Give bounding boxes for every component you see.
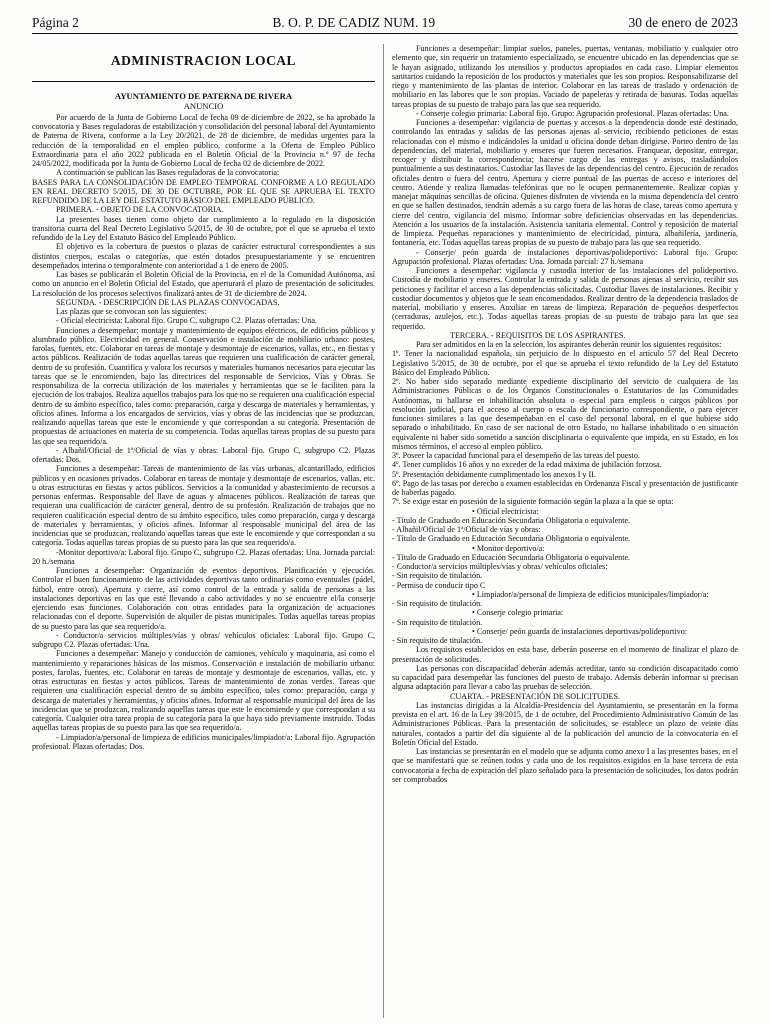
paragraph: CUARTA. - PRESENTACIÓN DE SOLICITUDES. [450, 691, 620, 701]
paragraph: 3º. Poseer la capacidad funcional para el desempeño de las tareas del puesto. [392, 451, 640, 460]
paragraph: Las instancias dirigidas a la Alcaldía-Presidencia del Ayuntamiento, se presentarán en la forma prevista en el art. 16 de la Ley 39/2015, de 1 de octubre, del Procedimiento Administrativo Común de las Administraciones Públicas. Para la presentación de solicitudes, se establece un plazo de veinte días naturales, contados a partir del día siguiente al de la publicación del anuncio de la convocatoria en el Boletín Oficial del Estado. [392, 700, 738, 747]
paragraph: - Limpiador/a/personal de limpieza de edificios municipales/limpiador/a: Laboral fijo. Agrupación profesional. Plazas ofertadas: Dos. [32, 732, 375, 751]
paragraph: Funciones a desempeñar: Organización de eventos deportivos. Planificación y ejecución. Controlar el buen funcionamiento de las actividades deportivas tanto ordinarias como eventuales (pádel, fútbol, entre otros). Apertura y cierre, así como control de la entrada y salida de personas a las instalaciones deportivas en las que esté llevando a cabo actividades y no se encuentre el/la conserje ejerciendo esas funciones. Colaboración con otras entidades para la organización de actuaciones relacionadas con el deporte. Supervisión de alquiler de pistas municipales. Todas aquellas tareas propias de su puesto para las que sea requerido/a. [32, 566, 375, 631]
paragraph: Por acuerdo de la Junta de Gobierno Local de fecha 09 de diciembre de 2022, se ha aprobado la convocatoria y Bases reguladoras de estabilización y consolidación del personal laboral del Ayuntamiento de Paterna de Rivera, conforme a la Ley 20/2021, de 28 de diciembre, de medidas urgentes para la reducción de la temporalidad en el empleo público, conforme a la Oferta de Empleo Público Extraordinaria para el año 2022 publicada en el Boletín Oficial de la Provincia n.º 97 de fecha 24/05/2022, modificada por la Junta de Gobierno Local de fecha 02 de diciembre de 2022. [32, 112, 375, 168]
paragraph: - Título de Graduado en Educación Secundaria Obligatoria o equivalente. [392, 552, 631, 562]
paragraph: -Monitor deportivo/a: Laboral fijo. Grupo C, subgrupo C2. Plazas ofertadas: Una. Jornada parcial: 20 h./semana [32, 547, 375, 566]
paragraph: - Conserje/ peón guarda de instalaciones deportivas/polideportivo: Laboral fijo. Grupo: Agrupación profesional. Plazas ofertadas: Una. Jornada parcial: 27 h./semana [392, 247, 738, 266]
paragraph: • Conserje/ peón guarda de instalaciones deportivas/polideportivo: [472, 626, 688, 636]
paragraph: BASES PARA LA CONSOLIDACIÓN DE EMPLEO TEMPORAL CONFORME A LO REGULADO EN REAL DECRETO 5/2015, DE 30 DE OCTUBRE, POR EL QUE SE APRUEBA EL TEXTO REFUNDIDO DE LA LEY DEL ESTATUTO BÁSICO DEL EMPLEADO PÚBLICO. [32, 177, 375, 205]
paragraph: Funciones a desempeñar: vigilancia y custodia interior de las instalaciones del polideportivo. Custodia de mobiliario y enseres. Controlar la entrada y salida de personas ajenas al servicio, recibir sus peticiones y facilitar el acceso a las dependencias solicitadas. Custodiar llaves de instalaciones. Recibir y custodiar documentos y objetos que le sean encomendados. Realizar dentro de la dependencia traslados de material, mobiliario y enseres. Auxiliar en tareas de limpieza. Reparación de pequeños desperfectos (cerraduras, azulejos, etc.). Todas aquellas tareas propias de su puesto de trabajo para las que sea requerido. [392, 266, 738, 331]
section-heading: ADMINISTRACION LOCAL [32, 56, 375, 82]
paragraph: - Albañil/Oficial de 1ª/Oficial de vías y obras: [392, 525, 541, 534]
paragraph: Las personas con discapacidad deberán además acreditar, tanto su condición discapacitado como su capacidad para desempeñar las funciones del puesto de trabajo. Además deberán informar si precisan alguna adaptación para llevar a cabo las pruebas de selección. [392, 663, 738, 692]
paragraph: Funciones a desempeñar: montaje y mantenimiento de equipos eléctricos, de edificios públicos y alumbrado público. Electricidad en general. Conservación e instalación de mobiliario urbano: postes, farolas, fuentes, etc. Colaborar en tareas de montaje y desmontaje de escenarios, vallas, etc., en fiestas y actos públicos. Realización de todas aquellas tareas que requieren una cualificación de carácter general, dentro de su profesión. Cuantifica y valora los recursos y materiales humanos necesarios para ejecutar las tareas que se le encomienden, bajo las directrices del responsable de Servicios, Vías y Obras. Se responsabiliza de la correcta utilización de los materiales y herramientas que se le faciliten para la ejecución de los trabajos. Realiza aquellos trabajos para los que no se requieren una cualificación especial dentro de su ámbito específico, tales como: preparación, carga y descarga de materiales y herramientas, y oficios afines. Informa a los encargados de servicios, vías y obras de las incidencias que se produzcan, realizando aquellas tareas que este le encomiende y que correspondan a su categoría. Presentación de propuestas de actuaciones en materia de su competencia. Todas aquellas tareas propias de su puesto para las que sea requerido/a. [32, 325, 375, 446]
page-header [32, 13, 738, 34]
paragraph: Los requisitos establecidos en esta base, deberán poseerse en el momento de finalizar el plazo de presentación de solicitudes. [392, 645, 738, 664]
paragraph: - Permiso de conducir tipo C [392, 580, 486, 590]
column-divider [383, 44, 384, 1018]
page-number: Página 2 [32, 15, 79, 30]
paragraph: 7º. Se exige estar en posesión de la siguiente formación según la plaza a la que se opta: [392, 497, 674, 507]
paragraph: • Monitor deportivo/a: [472, 543, 545, 553]
paragraph: 1º. Tener la nacionalidad española, sin perjuicio de lo dispuesto en el artículo 57 del Real Decreto Legislativo 5/2015, de 30 de octubre, por el que se aprueba el texto refundido de la Ley del Estatuto Básico del Empleado Público. [392, 349, 738, 377]
paragraph: Las bases se publicarán el Boletín Oficial de la Provincia, en el de la Comunidad Autónoma, así como un anuncio en el Boletín Oficial del Estado, que aperturará el plazo de presentación de solicitudes. La resolución de los procesos selectivos finalizará antes de 31 de diciembre de 2024. [32, 270, 375, 298]
paragraph: 6º. Pago de las tasas por derecho a examen establecidas en Ordenanza Fiscal y presentación de justificante de haberlas pagado. [392, 478, 738, 497]
paragraph: - Sin requisito de titulación. [392, 636, 483, 645]
paragraph: 5º. Presentación debidamente cumplimentado los anexos I y II. [392, 469, 596, 479]
paragraph: Funciones a desempeñar: Tareas de mantenimiento de las vías urbanas, alcantarillado, edificios públicos y en ocasiones privados. Colaborar en tareas de montaje y desmontaje de escenarios, vallas, etc. u otras estructuras en fiestas y actos públicos. Servicios a la comunidad y abastecimiento de recursos a personas enfermas. Responsable del llave de aguas y almacenes públicos. Realización de tareas que requieran una cualificación de carácter general, dentro de su profesión. Realización de trabajos que no requieren cualificación especial dentro de su ámbito específico, tales como preparación, carga y descarga de materiales y herramientas, y oficios afines. Informar al responsable municipal del área de las incidencias que se produzcan, realizando aquellas tareas que este le encomiende y que correspondan a su categoría. Todas aquellas tareas propias de su puesto para las que sea requerido/a. [32, 464, 375, 548]
paragraph: - Oficial electricista: Laboral fijo. Grupo C, subgrupo C2. Plazas ofertadas: Una. [56, 316, 317, 326]
paragraph: - Conductor/a servicios múltiples/vías y obras/ vehículos oficiales: Laboral fijo. Grupo C, subgrupo C2. Plazas ofertadas: Una. [32, 630, 375, 649]
paragraph: 2º. No haber sido separado mediante expediente disciplinario del servicio de cualquiera de las Administraciones Públicas o de los Órganos Constitucionales o Estatutarios de las Comunidades Autónomas, ni hallarse en inhabilitación absoluta o especial para empleos o cargos públicos por resolución judicial, para el acceso al cuerpo o escala de funcionario correspondiente, o para ejercer funciones similares a las que desempeñaban en el caso del personal laboral, en el que hubiese sido separado o inhabilitado. En caso de ser nacional de otro Estado, no hallarse inhabilitado o en situación equivalente ni haber sido sometido a sanción disciplinaria o equivalente que impida, en su Estado, en los mismos términos, el acceso al empleo público. [392, 377, 738, 451]
paragraph: - Sin requisito de titulación. [392, 571, 483, 581]
document-type: ANUNCIO [183, 100, 224, 111]
paragraph: - Conserje colegio primaria: Laboral fijo. Grupo: Agrupación profesional. Plazas ofertadas: Una. [416, 108, 729, 118]
paragraph: TERCERA. - REQUISITOS DE LOS ASPIRANTES. [450, 330, 626, 340]
paragraph: Funciones a desempeñar: limpiar suelos, paneles, puertas, ventanas, mobiliario y cualquier otro elemento que, sin requerir un tratamiento especializado, se encuentre ubicado en las dependencias que se le hayan asignado, utilizando los utensilios y productos apropiados en cada caso. Limpiar elementos sanitarios cuidando la reposición de los productos y materiales que les son propios. Responsabilizarse del riego y mantenimiento de las plantas de interior. Colaborar en las tareas de traslado y ordenación de mobiliario en las labores que le son propias. Vaciado de papeleras y retirada de basuras. Todas aquellas tareas propias de su puesto de trabajo para las que sea requerido. [392, 44, 738, 109]
paragraph: - Conductor/a servicios múltiples/vías y obras/ vehículos oficiales: [392, 562, 608, 571]
paragraph: - Título de Graduado en Educación Secundaria Obligatoria o equivalente. [392, 515, 631, 525]
paragraph: A continuación se publican las Bases reguladoras de la convocatoria: [56, 168, 280, 178]
paragraph: Las instancias se presentarán en el modelo que se adjunta como anexo I a las presentes bases, en el que se manifestará que se reúnen todos y cada uno de los requisitos exigidos en la base tercera de esta convocatoria a fecha de expiración del plazo señalado para la presentación de solicitudes, los datos podrán ser comprobados [392, 747, 738, 784]
paragraph: SEGUNDA. - DESCRIPCIÓN DE LAS PLAZAS CONVOCADAS. [56, 297, 280, 307]
paragraph: Funciones a desempeñar: Manejo y conducción de camiones, vehículo y maquinaria, así como el mantenimiento y reparaciones básicas de los mismos. Conservación e instalación de mobiliario urbano: postes, farolas, fuentes, etc. Colaborar en tareas de montaje y desmontaje de escenarios, vallas, etc. y otras estructuras en fiestas y actos públicos. Tareas de mantenimiento de zonas verdes. Tareas que requieren una cualificación especial dentro de su ámbito específico, tales como: preparación, carga y descarga de materiales y herramientas, y oficios afines. Informar al responsable municipal del área de las incidencias que se produzcan, realizando aquellas tareas que este le encomiende y que correspondan a su categoría. Cualquier otra tarea propia de su categoría para la que haya sido previamente instruido. Todas aquellas tareas propias de su puesto para las que sea requerido/a. [32, 649, 375, 733]
publication-title: B. O. P. DE CADIZ NUM. 19 [272, 15, 436, 30]
paragraph: • Oficial electricista: [472, 506, 539, 516]
paragraph: PRIMERA. - OBJETO DE LA CONVOCATORIA. [56, 205, 224, 215]
paragraph: Funciones a desempeñar: vigilancia de puertas y accesos a la dependencia donde esté destinado, controlando las entradas y salidas de las personas ajenas al servicio, recibiendo peticiones de estas relacionadas con el mismo e indicándoles la unidad u oficina donde deban dirigirse. Porteo dentro de las dependencias, del material, mobiliario y enseres que fueren necesarios. Franquear, depositar, entregar, recoger y distribuir la correspondencia; hacerse cargo de las entregas y avisos, trasladándolos puntualmente a sus destinatarios. Custodiar las llaves de las dependencias del centro. Ejecución de recados oficiales dentro o fuera del centro. Apertura y cierre puntual de las puertas de acceso e interiores del centro. Atiende y realiza llamadas telefónicas que no le ocupen permanentemente. Realizar copias y manejar máquinas sencillas de oficina. Quienes disfruten de vivienda en la misma dependencia del centro en que se hallen destinados, tendrán además a su cargo fuera de las horas de clase, tareas como apertura y cierre del centro, vigilancia del mismo. Informar sobre deficiencias observadas en las dependencias. Atención a los usuarios de la instalación. Asistencia sanitaria elemental. Control y reposición de material de limpieza. Pequeñas reparaciones y mantenimiento de electricidad, pintura, albañilería, jardinería, fontanería, etc. Todas aquellas tareas propias de su puesto de trabajo para las que sea requerido. [392, 118, 738, 248]
paragraph: Las plazas que se convocan son las siguientes: [56, 307, 207, 316]
paragraph: • Conserje colegio primaria: [472, 608, 564, 618]
publication-date: 30 de enero de 2023 [628, 15, 738, 30]
left-column [32, 44, 375, 1018]
paragraph: La presentes bases tienen como objeto dar cumplimiento a lo regulado en la disposición transitoria cuarta del Real Decreto Legislativo 5/2015, de 30 de octubre, por el que se aprueba el texto refundido de la Ley del Estatuto Básico del Empleado Público. [32, 214, 375, 242]
paragraph: Para ser admitidos en la en la selección, los aspirantes deberán reunir los siguientes requisitos: [416, 340, 722, 349]
right-column [392, 44, 738, 1018]
paragraph: El objetivo es la cobertura de puestos o plazas de carácter estructural correspondientes a sus distintos cuerpos, escalas o categorías, que estén dotados presupuestariamente y se encuentren desempeñados interina o temporalmente con anterioridad a 1 de enero de 2005. [32, 242, 375, 270]
paragraph: - Título de Graduado en Educación Secundaria Obligatoria o equivalente. [392, 534, 631, 544]
paragraph: - Sin requisito de titulación. [392, 617, 483, 627]
paragraph: 4º. Tener cumplidos 16 años y no exceder de la edad máxima de jubilación forzosa. [392, 460, 662, 470]
paragraph: - Sin requisito de titulación. [392, 599, 483, 608]
paragraph: • Limpiador/a/personal de limpieza de edificios municipales/limpiador/a: [472, 589, 709, 599]
organization-title: AYUNTAMIENTO DE PATERNA DE RIVERA [114, 91, 293, 102]
paragraph: - Albañil/Oficial de 1ª/Oficial de vías y obras: Laboral fijo. Grupo C, subgrupo C2. Plazas ofertadas: Dos. [32, 445, 375, 464]
